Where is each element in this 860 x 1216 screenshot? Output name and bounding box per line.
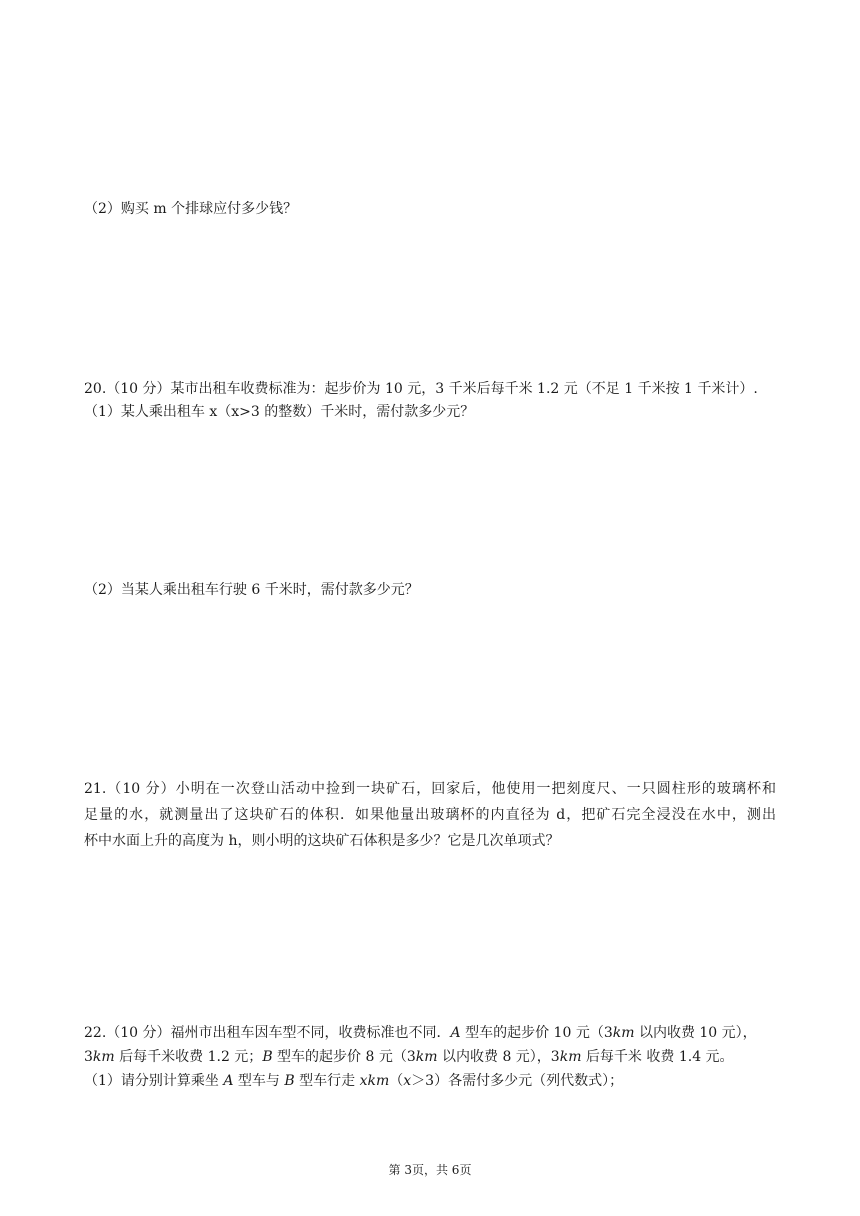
- q22-text: 后每千米收费 1.2 元；: [114, 1049, 263, 1065]
- var-a: A: [450, 1025, 461, 1041]
- q22-text: 型车的起步价 8 元（3: [272, 1049, 416, 1065]
- page-footer: 第 3页，共 6页: [388, 1163, 472, 1177]
- q21-line3: 杯中水面上升的高度为 h，则小明的这块矿石体积是多少？它是几次单项式？: [84, 833, 560, 849]
- unit-km: km: [559, 1049, 582, 1065]
- q22-text: 3: [84, 1049, 93, 1065]
- unit-km: km: [612, 1025, 635, 1041]
- q22-text: 后每千米 收费 1.4 元。: [581, 1049, 734, 1065]
- var-b: B: [284, 1073, 295, 1089]
- q19-part2: （2）购买 m 个排球应付多少钱？: [84, 201, 298, 217]
- q21-line1: 21.（10 分）小明在一次登山活动中捡到一块矿石，回家后，他使用一把刻度尺、一只圆柱形的玻璃杯和: [84, 781, 776, 797]
- q22-text: 以内收费 8 元），3: [437, 1049, 560, 1065]
- unit-km: km: [92, 1049, 115, 1065]
- q22-line3: [84, 1069, 776, 1093]
- var-xkm: xkm: [359, 1073, 390, 1089]
- q22-text: 以内收费 10 元），: [634, 1025, 757, 1041]
- q22-text: 型车与: [233, 1073, 285, 1089]
- q22-text: （1）请分别计算乘坐: [84, 1073, 224, 1089]
- q22-line2: [84, 1045, 776, 1069]
- q22-text: ＞3）各需付多少元（列代数式）；: [411, 1073, 624, 1089]
- q22-text: 型车的起步价 10 元（3: [460, 1025, 613, 1041]
- q21-line2: 足量的水，就测量出了这块矿石的体积．如果他量出玻璃杯的内直径为 d，把矿石完全浸没在水中，测出: [84, 807, 776, 823]
- q20-stem: 20.（10 分）某市出租车收费标准为：起步价为 10 元，3 千米后每千米 1.2 元（不足 1 千米按 1 千米计）.: [84, 381, 758, 397]
- q20-part1: （1）某人乘出租车 x（x>3 的整数）千米时，需付款多少元？: [84, 404, 475, 420]
- q20-part2: （2）当某人乘出租车行驶 6 千米时，需付款多少元？: [84, 582, 419, 598]
- var-x: x: [403, 1073, 412, 1089]
- unit-km: km: [415, 1049, 438, 1065]
- var-b: B: [262, 1049, 273, 1065]
- q22-text: 22.（10 分）福州市出租车因车型不同，收费标准也不同．: [84, 1025, 451, 1041]
- var-a: A: [223, 1073, 234, 1089]
- q22-text: 型车行走: [294, 1073, 360, 1089]
- q22-text: （: [389, 1073, 404, 1089]
- q22-line1: [84, 1021, 776, 1045]
